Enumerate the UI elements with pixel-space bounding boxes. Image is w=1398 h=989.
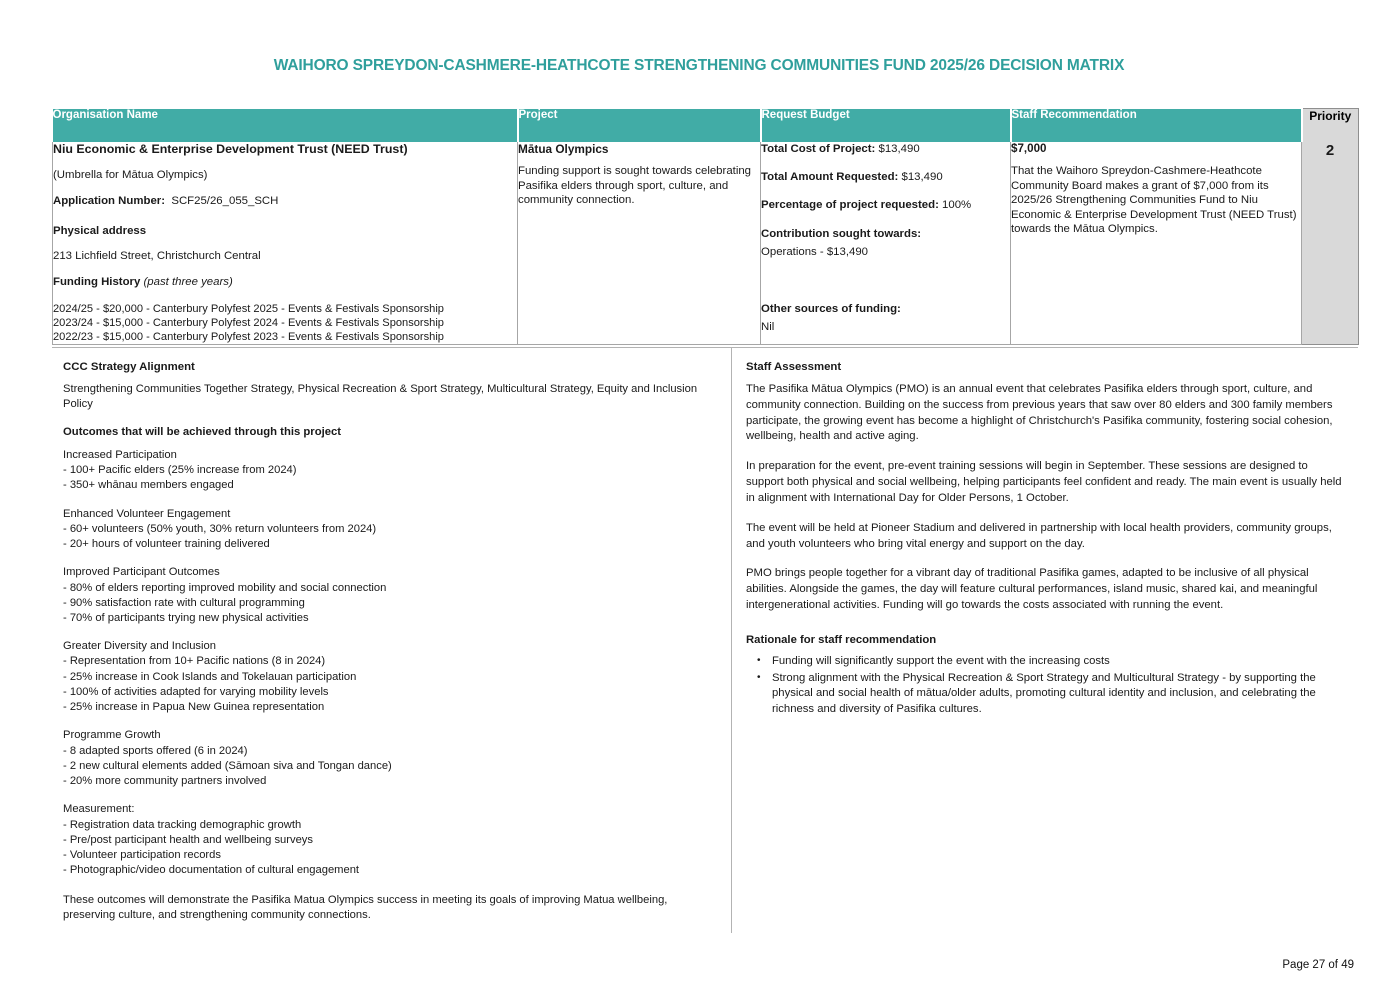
strategy-closing-text: These outcomes will demonstrate the Pasifika Matua Olympics success in meeting its goals of improving Matua wellbeing, preserving culture, and strengthening community connections. [63,893,668,921]
outcome-item: - 25% increase in Cook Islands and Tokelauan participation [63,670,357,683]
outcomes-heading: Outcomes that will be achieved through this project [63,425,342,438]
outcome-item: - 350+ whānau members engaged [63,479,234,492]
project-description: Funding support is sought towards celebrating Pasifika elders through sport, culture, and community connection. [518,165,752,207]
outcome-group-title: Measurement: [63,803,135,816]
cell-project [518,142,761,345]
budget-spacer [761,260,1010,302]
contribution-value: Operations - $13,490 [761,246,869,259]
contribution-label: Contribution sought towards: [761,227,922,240]
column-header-priority: Priority [1302,109,1359,142]
rationale-bullet: • Strong alignment with the Physical Recreation & Sport Strategy and Multicultural Strategy - by supporting the physical and social health of mātua/older adults, promoting cultural identity and inclusion, and celebrating the richness and diversity of Pasifika cultures. [772,671,1347,718]
funding-history-label-row [53,275,517,289]
funding-history-item: 2022/23 - $15,000 - Canterbury Polyfest 2023 - Events & Festivals Sponsorship [53,330,444,343]
strategy-alignment-text: Strengthening Communities Together Strategy, Physical Recreation & Sport Strategy, Multicultural Strategy, Equity and Inclusion Policy [63,383,698,411]
table-row [53,142,1359,345]
detail-block [52,347,1358,933]
total-requested-label: Total Amount Requested: [761,170,899,183]
total-cost-row [761,142,1010,156]
total-requested-row [761,170,1010,184]
outcome-item: - 2 new cultural elements added (Sāmoan siva and Tongan dance) [63,759,392,772]
outcome-group [63,639,715,715]
outcome-item: - 20% more community partners involved [63,775,267,788]
cell-organisation [53,142,518,345]
percentage-row [761,198,1010,212]
total-cost-label: Total Cost of Project: [761,142,876,155]
application-number-row [53,194,517,208]
page-title: WAIHORO SPREYDON-CASHMERE-HEATHCOTE STRENGTHENING COMMUNITIES FUND 2025/26 DECISION MATRIX [273,57,1125,74]
funding-history-item: 2024/25 - $20,000 - Canterbury Polyfest 2025 - Events & Festivals Sponsorship [53,302,444,315]
table-header-row [53,109,1359,142]
percentage-label: Percentage of project requested: [761,199,939,212]
column-header-request-budget: Request Budget [761,109,1011,142]
outcome-item: - 90% satisfaction rate with cultural programming [63,596,305,609]
outcome-item: - Photographic/video documentation of cultural engagement [63,864,360,877]
assessment-paragraph: In preparation for the event, pre-event training sessions will begin in September. These sessions are designed to support both physical and social wellbeing, helping participants feel confident and ready. The main event is usually held in alignment with International Day for Older Persons, 1 October. [746,460,1342,504]
rationale-bullet: • Funding will significantly support the event with the increasing costs [772,654,1347,670]
outcome-group-title: Increased Participation [63,448,177,461]
cell-staff-recommendation [1011,142,1302,345]
decision-matrix-table [52,108,1359,345]
cell-request-budget [761,142,1011,345]
recommendation-text: That the Waihoro Spreydon-Cashmere-Heathcote Community Board makes a grant of $7,000 from its 2025/26 Strengthening Communities Fund to Niu Economic & Enterprise Development Trust (NEED Trust) towards the Mātua Olympics. [1011,165,1297,236]
physical-address-value: 213 Lichfield Street, Christchurch Central [53,249,261,262]
column-header-organisation: Organisation Name [53,109,518,142]
assessment-heading: Staff Assessment [746,361,842,373]
strategy-alignment-column [52,348,732,933]
recommended-amount: $7,000 [1011,141,1047,155]
outcome-group-title: Enhanced Volunteer Engagement [63,507,231,520]
outcome-item: - 60+ volunteers (50% youth, 30% return volunteers from 2024) [63,522,377,535]
project-name: Mātua Olympics [518,141,609,156]
other-sources-value: Nil [761,321,775,334]
column-header-staff-recommendation: Staff Recommendation [1011,109,1302,142]
outcome-group [63,802,715,878]
outcome-item: - 8 adapted sports offered (6 in 2024) [63,744,248,757]
total-requested-value: $13,490 [901,170,943,183]
outcome-item: - Representation from 10+ Pacific nations (8 in 2024) [63,655,326,668]
rationale-list [746,654,1347,718]
outcome-group [63,728,715,789]
outcome-group-title: Improved Participant Outcomes [63,566,220,579]
application-number-value: SCF25/26_055_SCH [171,194,279,207]
assessment-paragraph: The event will be held at Pioneer Stadium and delivered in partnership with local health providers, community groups, and youth volunteers who bring vital energy and support on the day. [746,521,1332,550]
strategy-heading: CCC Strategy Alignment [63,361,195,373]
outcome-item: - 100+ Pacific elders (25% increase from 2024) [63,464,297,477]
page-number: Page 27 of 49 [1282,959,1354,971]
outcome-group-title: Programme Growth [63,729,161,742]
application-number-label: Application Number: [53,194,166,207]
outcome-item: - 70% of participants trying new physical activities [63,612,309,625]
rationale-heading: Rationale for staff recommendation [746,633,937,646]
other-sources-label: Other sources of funding: [761,302,901,315]
outcome-group [63,448,715,494]
funding-history-label: Funding History [53,276,141,289]
organisation-umbrella: (Umbrella for Mātua Olympics) [53,169,208,182]
physical-address-label: Physical address [53,225,147,238]
outcome-item: - Volunteer participation records [63,849,221,862]
organisation-name: Niu Economic & Enterprise Development Trust (NEED Trust) [53,141,408,156]
outcome-item: - 20+ hours of volunteer training delivered [63,538,270,551]
outcome-item: - Pre/post participant health and wellbeing surveys [63,833,313,846]
assessment-paragraph: The Pasifika Mātua Olympics (PMO) is an annual event that celebrates Pasifika elders through sport, culture, and community connection. Building on the success from previous years that saw over 80 elders and 300 family members participate, the growing event has become a highlight of Christchurch's Pasifika community, fostering social cohesion, wellbeing, health and active aging. [746,383,1333,443]
outcome-item: - 80% of elders reporting improved mobility and social connection [63,581,387,594]
outcome-group-title: Greater Diversity and Inclusion [63,640,216,653]
cell-priority: 2 [1302,142,1359,345]
outcome-item: - Registration data tracking demographic growth [63,818,302,831]
outcome-item: - 100% of activities adapted for varying mobility levels [63,685,329,698]
outcome-group [63,507,715,553]
funding-history-note: (past three years) [143,276,233,289]
funding-history-item: 2023/24 - $15,000 - Canterbury Polyfest 2024 - Events & Festivals Sponsorship [53,316,444,329]
total-cost-value: $13,490 [878,142,920,155]
outcome-item: - 25% increase in Papua New Guinea representation [63,701,325,714]
staff-assessment-column [732,348,1357,933]
percentage-value: 100% [942,199,972,212]
column-header-project: Project [518,109,761,142]
outcome-group [63,565,715,626]
assessment-paragraph: PMO brings people together for a vibrant day of traditional Pasifika games, adapted to be inclusive of all physical abilities. Alongside the games, the day will feature cultural performances, island music, shared kai, and meaningful intergenerational activities. Funding will go towards the costs associated with running the event. [746,567,1318,611]
